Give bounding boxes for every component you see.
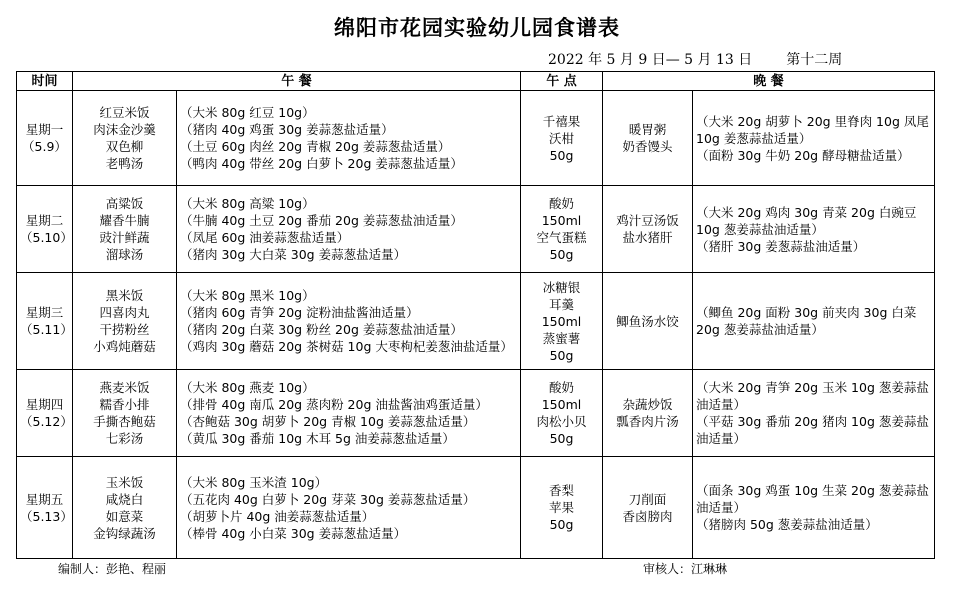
dinner-dishes-cell-line: 杂蔬炒饭 <box>622 397 673 412</box>
table-row <box>17 273 935 370</box>
lunch-ingredients-cell <box>177 457 521 559</box>
lunch-ingredients-cell-line: （棒骨 40g 小白菜 30g 姜蒜葱盐适量） <box>180 525 407 541</box>
lunch-ingredients-cell-line: （五花肉 40g 白萝卜 20g 芽菜 30g 姜蒜葱盐适量） <box>180 491 476 507</box>
snack-cell-line: 150ml <box>541 313 582 329</box>
day-cell-line: （5.10） <box>20 230 73 245</box>
lunch-dishes-cell-line: 手撕杏鲍菇 <box>93 414 156 429</box>
snack-cell-line: 香梨 <box>548 483 574 498</box>
dinner-ingredients-cell-line: （鲫鱼 20g 面粉 30g 前夹肉 30g 白菜 20g 葱姜蒜盐油适量） <box>696 305 917 337</box>
snack-cell <box>521 273 603 370</box>
lunch-ingredients-cell-line: （排骨 40g 南瓜 20g 蒸肉粉 20g 油盐酱油鸡蛋适量） <box>180 397 488 412</box>
lunch-dishes-cell-line: 小鸡炖蘑菇 <box>93 339 156 354</box>
snack-cell-line: 50g <box>549 431 574 446</box>
lunch-ingredients-cell-line: （猪肉 20g 白菜 30g 粉丝 20g 姜蒜葱盐油适量） <box>180 322 463 337</box>
lunch-dishes-cell-line: 红豆米饭 <box>99 105 150 120</box>
snack-cell-line: 蒸蜜薯 <box>542 330 581 346</box>
snack-cell-line: 沃柑 <box>548 130 574 146</box>
header-snack: 午 点 <box>521 72 603 91</box>
lunch-ingredients-cell <box>177 186 521 273</box>
author-label: 编制人：彭艳、程丽 <box>58 562 167 576</box>
lunch-dishes-cell-line: 玉米饭 <box>105 474 144 490</box>
dinner-dishes-cell-line: 瓢香肉片汤 <box>616 414 679 429</box>
dinner-dishes-cell <box>603 370 693 457</box>
dinner-dishes-cell-line: 香卤膀肉 <box>622 508 673 524</box>
dinner-dishes-cell <box>603 457 693 559</box>
week-label: 第十二周 <box>786 52 843 68</box>
day-cell-line: 星期五 <box>25 491 64 507</box>
snack-cell-line: 150ml <box>541 397 582 412</box>
snack-cell-line: 50g <box>549 247 574 262</box>
lunch-dishes-cell-line: 溜球汤 <box>105 247 144 262</box>
dinner-ingredients-cell-line: （大米 20g 鸡肉 30g 青菜 20g 白豌豆 10g 葱姜蒜盐油适量） <box>696 204 917 237</box>
day-cell-line: （5.12） <box>20 414 73 429</box>
reviewer-label: 审核人：江琳琳 <box>643 562 728 576</box>
lunch-ingredients-cell-line: （大米 80g 红豆 10g） <box>180 105 315 120</box>
day-cell <box>17 457 73 559</box>
dinner-ingredients-cell-line: （面粉 30g 牛奶 20g 酵母糖盐适量） <box>696 147 910 163</box>
lunch-dishes-cell-line: 肉沫金沙羹 <box>93 122 156 137</box>
dinner-ingredients-cell-line: （猪肝 30g 姜葱蒜盐油适量） <box>696 238 866 254</box>
day-cell-line: （5.13） <box>20 508 73 524</box>
table-row <box>17 186 935 273</box>
dinner-dishes-cell-line: 刀削面 <box>628 491 667 507</box>
lunch-dishes-cell-line: 耀香牛腩 <box>99 213 150 228</box>
dinner-ingredients-cell-line: （猪膀肉 50g 葱姜蒜盐油适量） <box>696 517 878 532</box>
lunch-dishes-cell-line: 干捞粉丝 <box>99 322 150 337</box>
lunch-dishes-cell-line: 老鸭汤 <box>105 156 144 171</box>
day-cell-line: 星期二 <box>25 213 64 228</box>
day-cell <box>17 91 73 186</box>
dinner-dishes-cell-line: 鲫鱼汤水饺 <box>616 313 679 329</box>
lunch-dishes-cell-line: 高粱饭 <box>105 196 144 211</box>
day-cell-line: 星期四 <box>25 397 64 412</box>
lunch-ingredients-cell-line: （土豆 60g 肉丝 20g 青椒 20g 姜蒜葱盐适量） <box>180 139 451 154</box>
snack-cell <box>521 91 603 186</box>
lunch-dishes-cell-line: 豉汁鲜蔬 <box>99 230 150 245</box>
lunch-dishes-cell <box>73 370 177 457</box>
header-row <box>17 72 935 91</box>
snack-cell-line: 耳羹 <box>548 296 574 312</box>
lunch-ingredients-cell-line: （鸡肉 30g 蘑菇 20g 茶树菇 10g 大枣枸杞姜葱油盐适量） <box>180 339 513 354</box>
table-row <box>17 370 935 457</box>
day-cell <box>17 186 73 273</box>
lunch-ingredients-cell-line: （黄瓜 30g 番茄 10g 木耳 5g 油姜蒜葱盐适量） <box>180 431 455 446</box>
day-cell <box>17 273 73 370</box>
lunch-ingredients-cell-line: （胡萝卜片 40g 油姜蒜葱盐适量） <box>180 508 375 524</box>
lunch-ingredients-cell-line: （大米 80g 燕麦 10g） <box>180 380 315 395</box>
snack-cell-line: 50g <box>549 517 574 532</box>
dinner-dishes-cell-line: 暖胃粥 <box>628 122 667 137</box>
dinner-ingredients-cell <box>693 457 935 559</box>
header-time: 时间 <box>17 72 73 91</box>
snack-cell-line: 150ml <box>541 213 582 228</box>
dinner-dishes-cell <box>603 91 693 186</box>
lunch-ingredients-cell <box>177 273 521 370</box>
lunch-dishes-cell-line: 双色柳 <box>105 139 144 154</box>
snack-cell-line: 千禧果 <box>542 113 581 129</box>
header-lunch: 午 餐 <box>73 72 521 91</box>
dinner-dishes-cell <box>603 273 693 370</box>
lunch-dishes-cell <box>73 273 177 370</box>
table-row <box>17 91 935 186</box>
day-cell-line: 星期一 <box>25 122 64 137</box>
dinner-ingredients-cell-line: （平菇 30g 番茄 20g 猪肉 10g 葱姜蒜盐油适量） <box>696 414 929 446</box>
lunch-dishes-cell-line: 咸烧白 <box>105 491 144 507</box>
lunch-dishes-cell <box>73 186 177 273</box>
snack-cell-line: 肉松小贝 <box>536 414 587 429</box>
snack-cell <box>521 186 603 273</box>
dinner-dishes-cell-line: 奶香馒头 <box>622 139 673 154</box>
lunch-dishes-cell-line: 燕麦米饭 <box>99 380 150 395</box>
date-line <box>548 49 842 69</box>
lunch-ingredients-cell <box>177 370 521 457</box>
snack-cell <box>521 370 603 457</box>
lunch-ingredients-cell-line: （凤尾 60g 油姜蒜葱盐适量） <box>180 230 350 245</box>
lunch-ingredients-cell-line: （大米 80g 玉米渣 10g） <box>180 474 328 490</box>
header-dinner: 晚 餐 <box>603 72 935 91</box>
lunch-ingredients-cell-line: （猪肉 30g 大白菜 30g 姜蒜葱盐适量） <box>180 247 407 262</box>
dinner-dishes-cell <box>603 186 693 273</box>
dinner-ingredients-cell <box>693 273 935 370</box>
lunch-dishes-cell <box>73 91 177 186</box>
lunch-ingredients-cell-line: （杏鲍菇 30g 胡萝卜 20g 青椒 10g 姜蒜葱盐适量） <box>180 414 476 429</box>
lunch-ingredients-cell-line: （大米 80g 高粱 10g） <box>180 196 315 211</box>
snack-cell-line: 苹果 <box>548 500 574 515</box>
lunch-ingredients-cell-line: （鸭肉 40g 带丝 20g 白萝卜 20g 姜蒜葱盐适量） <box>180 156 463 171</box>
lunch-dishes-cell <box>73 457 177 559</box>
lunch-ingredients-cell-line: （猪肉 40g 鸡蛋 30g 姜蒜葱盐适量） <box>180 122 394 137</box>
dinner-dishes-cell-line: 鸡汁豆汤饭 <box>616 213 679 228</box>
lunch-dishes-cell-line: 糯香小排 <box>99 397 150 412</box>
day-cell <box>17 370 73 457</box>
day-cell-line: （5.11） <box>20 322 73 337</box>
snack-cell <box>521 457 603 559</box>
lunch-ingredients-cell-line: （牛腩 40g 土豆 20g 番茄 20g 姜蒜葱盐油适量） <box>180 213 463 228</box>
dinner-ingredients-cell-line: （面条 30g 鸡蛋 10g 生菜 20g 葱姜蒜盐油适量） <box>696 483 929 515</box>
lunch-ingredients-cell-line: （大米 80g 黑米 10g） <box>180 288 315 303</box>
snack-cell-line: 50g <box>549 347 574 363</box>
lunch-dishes-cell-line: 如意菜 <box>105 508 144 524</box>
dinner-ingredients-cell-line: （大米 20g 胡萝卜 20g 里脊肉 10g 凤尾 10g 姜葱蒜盐适量） <box>696 113 929 146</box>
dinner-ingredients-cell <box>693 370 935 457</box>
lunch-ingredients-cell-line: （猪肉 60g 青笋 20g 淀粉油盐酱油适量） <box>180 305 419 320</box>
day-cell-line: 星期三 <box>25 305 64 320</box>
lunch-dishes-cell-line: 四喜肉丸 <box>99 305 150 320</box>
lunch-dishes-cell-line: 金钩绿蔬汤 <box>93 525 156 541</box>
day-cell-line: （5.9） <box>22 139 67 154</box>
menu-table <box>16 71 935 559</box>
table-row <box>17 457 935 559</box>
date-range: 2022 年 5 月 9 日— 5 月 13 日 <box>548 52 753 68</box>
lunch-dishes-cell-line: 七彩汤 <box>105 431 144 446</box>
lunch-ingredients-cell <box>177 91 521 186</box>
snack-cell-line: 冰糖银 <box>542 279 581 295</box>
dinner-dishes-cell-line: 盐水猪肝 <box>622 230 673 245</box>
dinner-ingredients-cell-line: （大米 20g 青笋 20g 玉米 10g 葱姜蒜盐油适量） <box>696 380 929 412</box>
snack-cell-line: 50g <box>549 147 574 163</box>
dinner-ingredients-cell <box>693 186 935 273</box>
snack-cell-line: 酸奶 <box>548 380 574 395</box>
lunch-dishes-cell-line: 黑米饭 <box>105 288 144 303</box>
snack-cell-line: 空气蛋糕 <box>536 230 587 245</box>
page-title: 绵阳市花园实验幼儿园食谱表 <box>334 16 620 40</box>
snack-cell-line: 酸奶 <box>548 196 574 211</box>
dinner-ingredients-cell <box>693 91 935 186</box>
